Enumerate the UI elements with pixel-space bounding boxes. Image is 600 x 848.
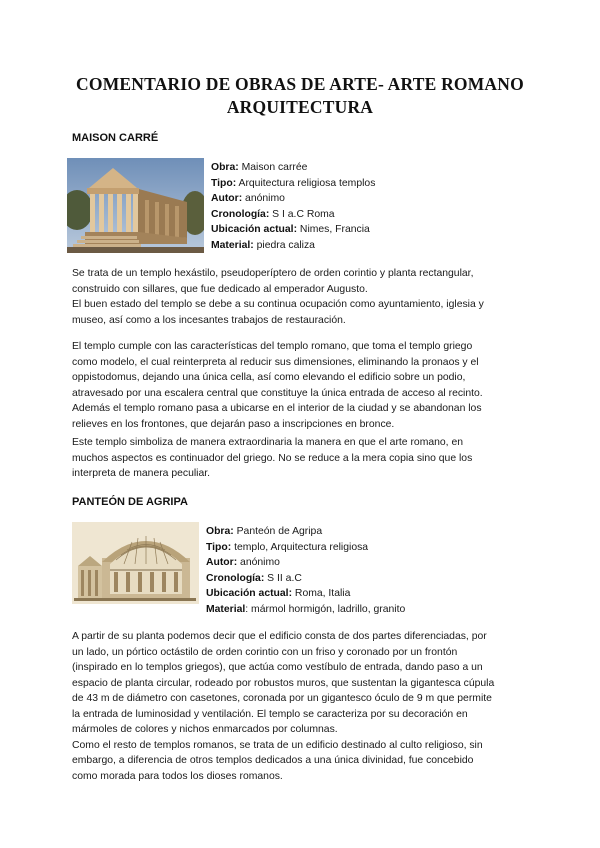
info-value: Roma, Italia bbox=[292, 588, 351, 600]
info-row-autor bbox=[211, 191, 375, 207]
text-line: muchos aspectos es continuador del griego. No se reduce a la mera copia sino que los bbox=[72, 452, 473, 464]
info-value: Maison carrée bbox=[238, 162, 308, 173]
roman-temple-photo-icon bbox=[67, 158, 204, 253]
info-value: anónimo bbox=[237, 557, 280, 569]
info-label: Tipo: bbox=[206, 541, 232, 553]
document-subtitle: ARQUITECTURA bbox=[226, 97, 374, 117]
info-value: S II a.C bbox=[264, 572, 302, 584]
text-line: Este templo simboliza de manera extraordinaria la manera en que el arte romano, en bbox=[72, 437, 464, 448]
info-row-tipo bbox=[211, 176, 375, 192]
text-line: (inspirado en lo templos griegos), que actúa como vestíbulo de entrada, dando paso a un bbox=[72, 662, 483, 673]
info-value: : mármol hormigón, ladrillo, granito bbox=[245, 603, 406, 615]
info-value: S I a.C Roma bbox=[269, 208, 335, 220]
info-label: Autor: bbox=[206, 557, 238, 569]
info-label: Autor: bbox=[211, 193, 243, 205]
info-row-cronologia bbox=[211, 207, 375, 223]
text-line: espacio de planta circular, rodeado por robustos muros, que sustentan la gigantesca cúpula bbox=[72, 677, 495, 689]
info-label: Cronología: bbox=[206, 572, 265, 584]
paragraph-panteon-1 bbox=[72, 629, 542, 784]
text-line: Se trata de un templo hexástilo, pseudoperíptero de orden corintio y planta rectangular, bbox=[72, 268, 474, 279]
info-row-tipo bbox=[206, 540, 405, 556]
info-value: Arquitectura religiosa templos bbox=[236, 177, 376, 189]
text-line: El templo cumple con las características del templo romano, que toma el templo griego bbox=[72, 341, 473, 352]
info-label: Obra: bbox=[211, 162, 239, 173]
text-line: como modelo, el cual reinterpreta al reducir sus dimensiones, eliminando la pronaos y el bbox=[72, 356, 479, 368]
info-row-autor bbox=[206, 555, 405, 571]
text-line: embargo, a diferencia de otros templos dedicados a una única divinidad, fue concebido bbox=[72, 755, 474, 766]
text-line: oppistodomus, dejando una única cella, así como elevando el edificio sobre un podio, bbox=[72, 372, 466, 383]
info-row-material bbox=[211, 238, 375, 254]
info-row-ubicacion bbox=[206, 586, 405, 602]
info-row-material bbox=[206, 602, 405, 618]
info-value: anónimo bbox=[242, 193, 285, 205]
text-line: la entrada de luminosidad y ventilación. El templo se caracteriza por su decoración en bbox=[72, 708, 468, 720]
text-line: Además el templo romano pasa a ubicarse en el interior de la ciudad y se abandonan los bbox=[72, 403, 482, 414]
text-line: un lado, un pórtico octástilo de orden corintio con un friso y coronado por un frontón bbox=[72, 646, 458, 658]
text-line: como morada para todos los dioses romanos. bbox=[72, 770, 283, 782]
artwork-info-panteon bbox=[206, 524, 405, 618]
text-line: Como el resto de templos romanos, se trata de un edificio destinado al culto religioso, sin bbox=[72, 739, 483, 751]
info-value: Nimes, Francia bbox=[297, 224, 370, 236]
text-line: El buen estado del templo se debe a su continua ocupación como ayuntamiento, iglesia y bbox=[72, 299, 484, 310]
info-row-cronologia bbox=[206, 571, 405, 587]
pantheon-section-engraving-icon bbox=[72, 522, 199, 604]
info-row-obra bbox=[206, 524, 405, 540]
info-row-obra bbox=[211, 160, 375, 176]
info-label: Material bbox=[206, 603, 246, 615]
info-label: Ubicación actual: bbox=[211, 224, 298, 236]
info-value: piedra caliza bbox=[253, 239, 315, 251]
artwork-info-maison-carre bbox=[211, 160, 375, 254]
paragraph-maison-carre-3 bbox=[72, 435, 542, 482]
info-label: Tipo: bbox=[211, 177, 237, 189]
paragraph-maison-carre-1 bbox=[72, 266, 542, 328]
text-line: relieves en los frontones, que dejarán paso a inscripciones en bronce. bbox=[72, 418, 395, 430]
text-line: interpreta de manera peculiar. bbox=[72, 468, 211, 479]
section-heading-maison-carre: MAISON CARRÉ bbox=[72, 132, 159, 144]
document-title: COMENTARIO DE OBRAS DE ARTE- ARTE ROMANO bbox=[76, 74, 524, 94]
section-heading-panteon: PANTEÓN DE AGRIPA bbox=[72, 496, 188, 508]
info-value: templo, Arquitectura religiosa bbox=[231, 541, 369, 553]
info-value: Panteón de Agripa bbox=[233, 526, 323, 537]
text-line: A partir de su planta podemos decir que el edificio consta de dos partes diferenciadas, por bbox=[72, 631, 487, 642]
text-line: museo, así como a los incesantes trabajos de restauración. bbox=[72, 314, 346, 326]
text-line: atravesado por una escalera central que constituye la única entrada de acceso al recinto. bbox=[72, 387, 483, 399]
info-label: Ubicación actual: bbox=[206, 588, 293, 600]
info-label: Obra: bbox=[206, 526, 234, 537]
text-line: mármoles de colores y nichos enmarcados por columnas. bbox=[72, 724, 338, 735]
text-line: construido con sillares, que fue dedicado al emperador Augusto. bbox=[72, 283, 368, 295]
paragraph-maison-carre-2 bbox=[72, 339, 542, 432]
info-label: Material: bbox=[211, 239, 254, 251]
text-line: de 43 m de diámetro con casetones, coronada por un gigantesco óculo de 9 m que permite bbox=[72, 693, 492, 704]
info-row-ubicacion bbox=[211, 222, 375, 238]
info-label: Cronología: bbox=[211, 208, 270, 220]
